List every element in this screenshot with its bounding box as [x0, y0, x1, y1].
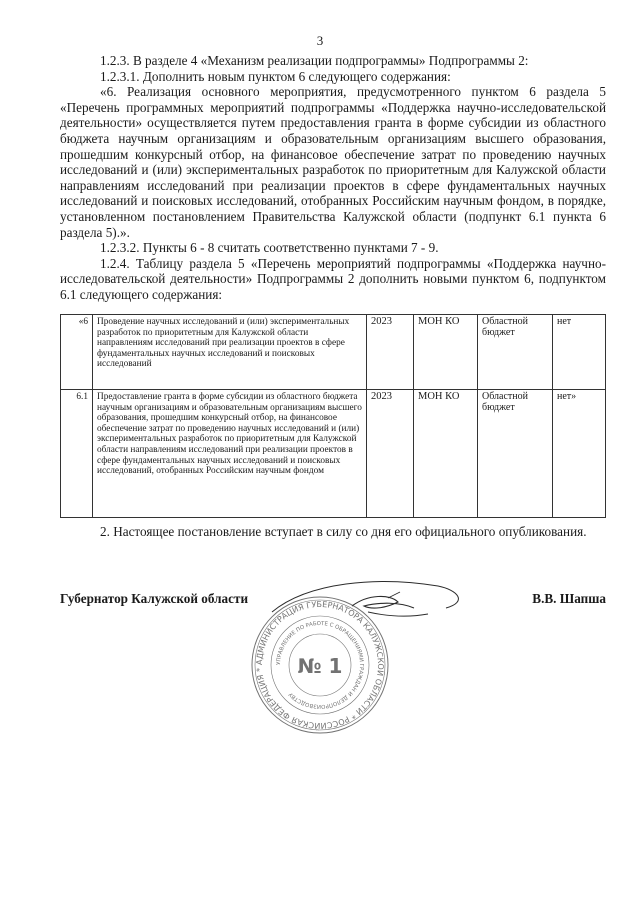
cell-funding-source: Областной бюджет: [478, 315, 553, 390]
paragraph-new-point-6: «6. Реализация основного мероприятия, предусмотренного пунктом 6 раздела 5 «Перечень программных мероприятий подпрограммы «Поддержка научно-исследовательской деятельности» осуществляется путем предоставления гранта в форме субсидии из областного бюджета научным организациям и образовательным организациям высшего образования, прошедшим конкурсный отбор, на финансовое обеспечение затрат по проведению научных исследований и (или) экспериментальных разработок по приоритетным для Калужской области направлениям исследований при реализации проектов в сфере фундаментальных научных исследований и поисковых исследований, отобранных Российским научным фондом, в порядке, установленном постановлением Правительства Калужской области (подпункт 6.1 пункта 6 раздела 5).».: [60, 84, 606, 240]
closing-text: [60, 524, 606, 540]
cell-result: нет: [553, 315, 606, 390]
page-number: 3: [316, 33, 324, 48]
cell-number: «6: [61, 315, 93, 390]
seal-inner-ring-text: УПРАВЛЕНИЕ ПО РАБОТЕ С ОБРАЩЕНИЯМИ ГРАЖДАН И ДЕЛОПРОИЗВОДСТВУ: [275, 620, 365, 710]
paragraph-1-2-3: 1.2.3. В разделе 4 «Механизм реализации подпрограммы» Подпрограммы 2:: [100, 53, 529, 68]
official-seal: [250, 595, 390, 735]
table-row: [61, 315, 606, 390]
signatory-title: Губернатор Калужской области: [60, 591, 249, 606]
measures-table: [60, 314, 606, 518]
cell-result: нет»: [553, 390, 606, 518]
seal-outer-ring-text: АДМИНИСТРАЦИЯ ГУБЕРНАТОРА КАЛУЖСКОЙ ОБЛАСТИ * РОССИЙСКАЯ ФЕДЕРАЦИЯ *: [254, 599, 386, 731]
cell-year: 2023: [367, 390, 414, 518]
paragraph-1-2-3-2: 1.2.3.2. Пункты 6 - 8 считать соответственно пунктами 7 - 9.: [100, 240, 439, 256]
paragraph-1-2-4: 1.2.4. Таблицу раздела 5 «Перечень мероприятий подпрограммы «Поддержка научно-исследовательской деятельности» Подпрограммы 2 дополнить новыми пунктом 6, подпунктом 6.1 следующего содержания:: [60, 255, 606, 302]
cell-number: 6.1: [61, 390, 93, 518]
cell-executor: МОН КО: [414, 390, 478, 518]
signatory-name: В.В. Шапша: [532, 591, 606, 606]
cell-year: 2023: [367, 315, 414, 390]
paragraph-1-2-3-1: 1.2.3.1. Дополнить новым пунктом 6 следующего содержания:: [100, 68, 451, 84]
amendment-text: [60, 53, 606, 303]
cell-measure-name: Проведение научных исследований и (или) экспериментальных разработок по приоритетным для Калужской области направлениям исследований при реализации проектов в сфере фундаментальных научных исследований и поисковых исследований: [93, 315, 367, 390]
paragraph-2-entry-into-force: 2. Настоящее постановление вступает в силу со дня его официального опубликования.: [100, 524, 587, 539]
seal-number: № 1: [297, 654, 343, 678]
table-row: [61, 390, 606, 518]
cell-funding-source: Областной бюджет: [478, 390, 553, 518]
cell-measure-name: Предоставление гранта в форме субсидии из областного бюджета научным организациям и образовательным организациям высшего образования, прошедшим конкурсный отбор, на финансовое обеспечение затрат по проведению научных исследований и (или) экспериментальных разработок по приоритетным для Калужской области направлениям исследований при реализации проектов в сфере фундаментальных научных исследований и поисковых исследований, отобранных Российским научным фондом: [93, 390, 367, 518]
cell-executor: МОН КО: [414, 315, 478, 390]
